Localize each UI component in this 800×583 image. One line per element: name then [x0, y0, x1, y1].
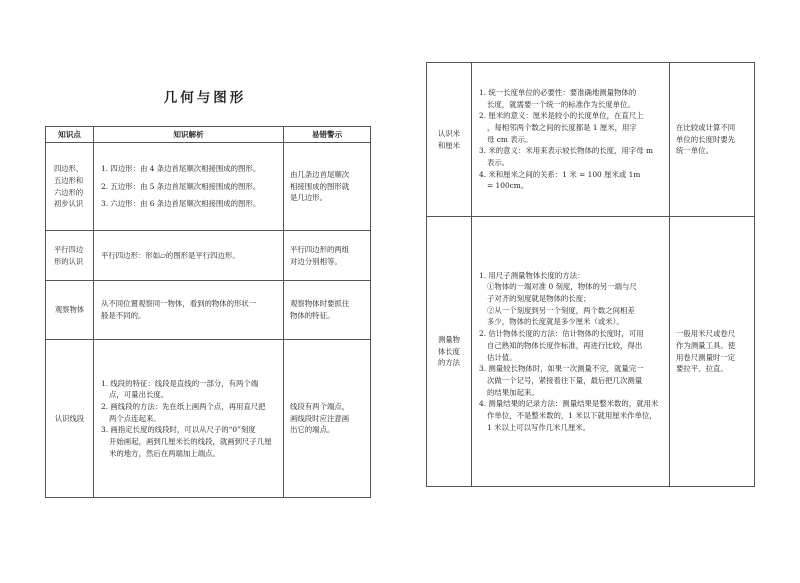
- row-analysis-cell: 平行四边形：形如▱的图形是平行四边形。: [94, 231, 284, 281]
- row-name-cell: 认识米 和厘米: [427, 63, 472, 217]
- row-name-cell: 观察物体: [46, 281, 94, 340]
- row-analysis-cell: 从不同位置观察同一物体，看到的物体的形状一 般是不同的。: [94, 281, 284, 340]
- table-row: [427, 63, 755, 217]
- row-warning-cell: 一般用米尺或卷尺 作为测量工具。使 用卷尺测量时一定 要拉平、拉直。: [670, 217, 755, 487]
- row-analysis-cell: 1. 线段的特征：线段是直线的一部分，有两个端 点，可量出长度。 2. 画线段的方法：先在纸上画两个点，再用直尺把 两个点连起来。 3. 画指定长度的线段时，可以从尺子的“0”刻度 开始画起，画到几厘米长的线段，就画到尺子几厘 米的地方，然后在两端加上端点。: [94, 340, 284, 498]
- row-name-cell: 测量物 体长度 的方法: [427, 217, 472, 487]
- row-warning-cell: 在比较或计算不同 单位的长度时要先 统一单位。: [670, 63, 755, 217]
- row-analysis-cell: 1. 四边形：由 4 条边首尾顺次相接围成的图形。 2. 五边形：由 5 条边首尾顺次相接围成的图形。 3. 六边形：由 6 条边首尾顺次相接围成的图形。: [94, 143, 284, 231]
- right-knowledge-table: [426, 62, 755, 487]
- page-title: 几何与图形: [163, 90, 247, 106]
- header-knowledge-analysis: 知识解析: [94, 127, 284, 143]
- header-error-warning: 易错警示: [284, 127, 371, 143]
- table-row: [427, 217, 755, 487]
- table-row: [46, 231, 371, 281]
- table-row: [46, 281, 371, 340]
- row-analysis-cell: 1. 用尺子测量物体长度的方法： ①物体的一端对准 0 刻度，物体的另一端与尺 子对齐的刻度就是物体的长度； ②从一个刻度到另一个刻度，两个数之间相差 多少，物体的长度就是多少厘米（或米）。 2. 估计物体长度的方法：估计物体的长度时，可用 自己熟知的物体长度作标准，再进行比较，得出 估计值。 3. 测量较长物体时，如果一次测量不完，就量完一 次做一个记号，紧接着往下量，最后把几次测量 的结果加起来。 4. 测量结果的记录方法：测量结果是整米数的，就用米 作单位，不是整米数的，1 米以下就用厘米作单位， 1 米以上可以写作几米几厘米。: [472, 217, 670, 487]
- row-analysis-cell: 1. 统一长度单位的必要性：要准确地测量物体的 长度，就需要一个统一的标准作为长度单位。 2. 厘米的意义：厘米是较小的长度单位，在直尺上 ，每相邻两个数之间的长度都是 1 厘米，用字 母 cm 表示。 3. 米的意义：米用来表示较长物体的长度，用字母 m 表示。 4. 米和厘米之间的关系：1 米 = 100 厘米或 1m = 100cm。: [472, 63, 670, 217]
- row-warning-cell: 线段有两个端点， 画线段时应注意画 出它的端点。: [284, 340, 371, 498]
- header-knowledge-point: 知识点: [46, 127, 94, 143]
- table-header-row: [46, 127, 371, 143]
- row-name-cell: 平行四边 形的认识: [46, 231, 94, 281]
- row-warning-cell: 平行四边形的两组 对边分别相等。: [284, 231, 371, 281]
- row-warning-cell: 由几条边首尾顺次 相接围成的图形就 是几边形。: [284, 143, 371, 231]
- row-name-cell: 四边形、 五边形和 六边形的 初步认识: [46, 143, 94, 231]
- row-name-cell: 认识线段: [46, 340, 94, 498]
- row-warning-cell: 观察物体时要抓住 物体的特征。: [284, 281, 371, 340]
- left-knowledge-table: [45, 126, 371, 498]
- table-row: [46, 340, 371, 498]
- table-row: [46, 143, 371, 231]
